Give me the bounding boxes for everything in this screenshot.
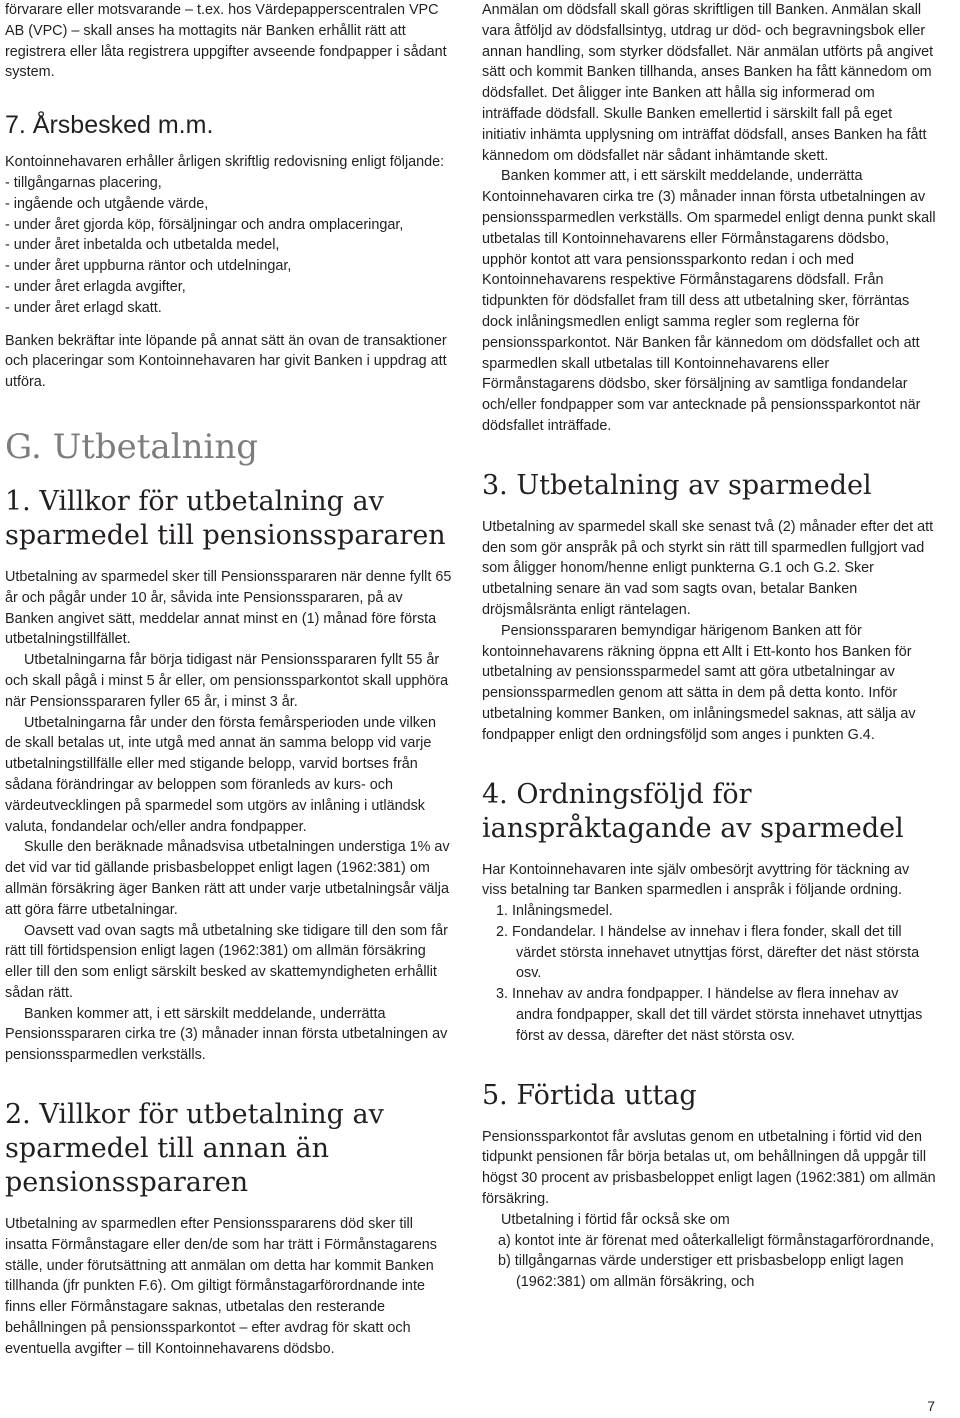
list-item: - under året erlagd skatt. [5,299,162,316]
g1-paragraph: Utbetalningarna får under den första femårsperioden unde vilken de skall betalas ut, inte utgå med annat än samma belopp vid varje utbetalningstillfälle eller med stigande belopp, varvid bortses från sådana förändringar av beloppen som föranleds av kurs- och värdeutvecklingen på sparmedel som utgörs av inlåning i utländsk valuta, fondandelar och/eller andra fondpapper. [5,714,440,835]
section-7-heading: 7. Årsbesked m.m. [5,111,214,140]
list-item: a) kontot inte är förenat med oåterkalleligt förmånstagarförordnande, [498,1232,934,1249]
section-g1-heading: 1. Villkor för utbetalning av sparmedel till pensionsspararen [5,485,446,551]
g1-paragraph: Utbetalning av sparmedel sker till Pensionsspararen när denne fyllt 65 år och pågår under 10 år, såvida inte Pensionsspararen, på av Banken angivet sätt, meddelar annat minst en (1) månad före första utbetalningstillfället. [5,568,456,648]
section-g2-heading: 2. Villkor för utbetalning av sparmedel till annan än pensionsspararen [5,1099,384,1199]
list-item: 3. Innehav av andra fondpapper. I händelse av flera innehav av andra fondpapper, skall det till värdet största innehavet utnyttjas först av dessa, därefter det näst största osv. [496,986,927,1044]
section-g5-heading: 5. Förtida uttag [482,1079,697,1111]
g5-paragraph: Utbetalning i förtid får också ske om [501,1211,730,1228]
section-7-paragraph-2: Banken bekräftar inte löpande på annat sätt än ovan de transaktioner och placeringar som Kontoinnehavaren har givit Banken i uppdrag att utföra. [5,332,451,391]
g1-paragraph: Oavsett vad ovan sagts må utbetalning ske tidigare till den som får rätt till förtidspension enligt lagen (1962:381) om allmän försäkring eller till den som enligt särskilt besked av skattemyndigheten erhållit sådan rätt. [5,922,452,1001]
g3-paragraph: Pensionsspararen bemyndigar härigenom Banken att för kontoinnehavarens räkning öppna ett Allt i Ett-konto hos Banken för utbetalning av pensionssparmedel samt att göra utbetalningar av pensionssparmedlen genom att sätta in dem på detta konto. Inför utbetalning kommer Banken, om inlåningsmedel saknas, att sälja av fondpapper enligt den ordningsföljd som anges i punkten G.4. [482,622,920,743]
left-column [5,0,455,1360]
list-item: - under året uppburna räntor och utdelningar, [5,258,292,275]
section-g4-list [482,901,937,1047]
g1-paragraph: Banken kommer att, i ett särskilt meddelande, underrätta Pensionsspararen cirka tre (3) månader innan första utbetalningen av pensionssparmedlen verkställs. [5,1005,452,1064]
g2-continued-paragraph: Banken kommer att, i ett särskilt meddelande, underrätta Kontoinnehavaren cirka tre (3) månader innan första utbetalningen av pensionssparmedlen verkställs. Om sparmedel enligt denna punkt skall utbetalas till Kontoinnehavarens eller Förmånstagarens dödsbo, upphör kontot att vara pensionssparkonto redan i och med Kontoinnehavarens respektive Förmånstagarens dödsfall. Från tidpunkten för dödsfallet fram till dess att utbetalning sker, förräntas dock inlåningsmedlen enligt samma regler som reglerna för pensionssparkontot. När Banken får kännedom om dödsfallet och att sparmedlen skall utbetalas till Kontoinnehavarens eller Förmånstagarens dödsbo, sker försäljning av samtliga fondandelar och/eller fondpapper som var antecknade på pensionssparkontot när dödsfallet inträffade. [482,168,940,434]
list-item: b) tillgångarnas värde understiger ett prisbasbelopp enligt lagen (1962:381) om allmän försäkring, och [498,1253,908,1291]
g3-paragraph: Utbetalning av sparmedel skall ske senast två (2) månader efter det att den som gör anspråk på och styrkt sin rätt till sparmedlen fullgjort vad som åligger honom/henne enligt punkterna G.1 och G.2. Sker utbetalning senare än vad som sagts ovan, betalar Banken dröjsmålsränta enligt räntelagen. [482,518,938,618]
list-item: - under året gjorda köp, försäljningar och andra omplaceringar, [5,216,404,233]
g2-continued-paragraph: Anmälan om dödsfall skall göras skriftligen till Banken. Anmälan skall vara åtföljd av dödsfallsintyg, utdrag ur död- och begravningsbok eller annan handling, som styrker dödsfallet. När anmälan utförts på angivet sätt och kommit Banken tillhanda, anses Banken ha fått kännedom om dödsfallet. Det åligger inte Banken att hålla sig informerad om inträffade dödsfall. Skulle Banken emellertid i särskilt fall på eget initiativ inhämta upplysning om inträffat dödsfall, anses Banken ha fått kännedom om dödsfallet när sådant inhämtande skett. [482,2,938,164]
list-item: 2. Fondandelar. I händelse av innehav i flera fonder, skall det till värdet största innehavet utnyttjas först, därefter det näst största osv. [496,923,924,982]
list-item: 1. Inlåningsmedel. [496,903,613,920]
intro-paragraph: förvarare eller motsvarande – t.ex. hos Värdepapperscentralen VPC AB (VPC) – skall anses ha mottagits när Banken erhållit rätt att registrera eller låta registrera uppgifter avseende fondpapper i sådant system. [5,2,451,81]
list-item: - tillgångarnas placering, [5,174,162,191]
g1-paragraph: Skulle den beräknade månadsvisa utbetalningen understiga 1% av det vid var tid gällande prisbasbeloppet enligt lagen (1962:381) om allmän försäkring äger Banken rätt att under varje utbetalningsår välja att göra färre utbetalningar. [5,839,454,918]
section-g-heading: G. Utbetalning [5,426,259,467]
list-item: - under året inbetalda och utbetalda medel, [5,237,280,254]
section-g5-list [482,1231,937,1293]
section-7-list [5,173,455,319]
page-number: 7 [927,1398,935,1414]
g4-paragraph: Har Kontoinnehavaren inte själv ombesörjt avyttring för täckning av viss betalning tar Banken sparmedlen i anspråk i följande ordning. [482,861,914,899]
g1-paragraph: Utbetalningarna får börja tidigast när Pensionsspararen fyllt 55 år och skall pågå i minst 5 år eller, om pensionssparkontot skall upphöra när Pensionsspararen fyller 65 år, i minst 3 år. [5,652,453,710]
g5-paragraph: Pensionssparkontot får avslutas genom en utbetalning i förtid vid den tidpunkt pensionen får börja betalas ut, om behållningen då uppgår till högst 30 procent av prisbasbeloppet enligt lagen (1962:381) om allmän försäkring. [482,1128,940,1208]
section-g4-heading: 4. Ordningsföljd för ianspråktagande av sparmedel [482,778,904,844]
section-g3-heading: 3. Utbetalning av sparmedel [482,469,872,501]
g2-paragraph: Utbetalning av sparmedlen efter Pensionsspararens död sker till insatta Förmånstagare eller den/de som har trätt i Förmånstagarens ställe, under förutsättning att anmälan om detta har kommit Banken tillhanda (jfr punkten F.6). Om giltigt förmånstagarförordnande inte finns eller Förmånstagare saknas, utbetalas den resterande behållningen på pensionssparkontot – efter avdrag för skatt och eventuella avgifter – till Kontoinnehavarens dödsbo. [5,1216,441,1357]
right-column [482,0,940,1293]
list-item: - ingående och utgående värde, [5,195,209,212]
section-7-paragraph: Kontoinnehavaren erhåller årligen skriftlig redovisning enligt följande: [5,154,445,171]
list-item: - under året erlagda avgifter, [5,278,186,295]
